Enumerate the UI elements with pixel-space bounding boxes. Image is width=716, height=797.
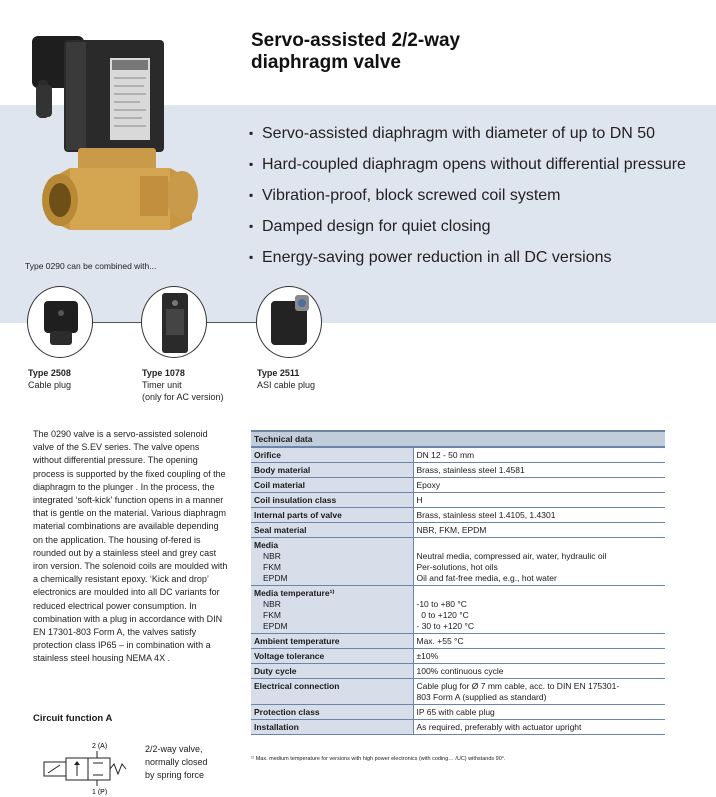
port-a-label: 2 (A)	[92, 743, 108, 750]
table-value: NBR, FKM, EPDM	[413, 523, 665, 538]
table-sub-value: Per-solutions, hot oils	[416, 561, 498, 572]
table-key	[251, 586, 413, 634]
circuit-line: by spring force	[145, 770, 205, 780]
table-key: Duty cycle	[251, 664, 413, 679]
table-row	[251, 523, 665, 538]
feature-list	[249, 122, 711, 277]
accessory-asi-cable-plug	[256, 286, 322, 358]
table-sub-key: EPDM	[263, 620, 288, 631]
table-sub-value: - 30 to +120 °C	[416, 620, 475, 631]
table-row	[251, 478, 665, 493]
table-row	[251, 634, 665, 649]
circuit-symbol	[30, 740, 140, 795]
table-sub-value: -10 to +80 °C	[416, 598, 467, 609]
table-footnote: ¹⁾ Max. medium temperature for versions with high power electronics (with coding… /UC) withstands 90°.	[251, 756, 506, 762]
circuit-line: normally closed	[145, 757, 208, 767]
feature-item: ▪ Hard-coupled diaphragm opens without differential pressure	[249, 153, 711, 176]
table-row	[251, 705, 665, 720]
table-key: Installation	[251, 720, 413, 735]
accessory-type: Type 2508	[28, 368, 71, 378]
table-value: DN 12 - 50 mm	[413, 447, 665, 463]
table-sub-value: 0 to +120 °C	[416, 609, 469, 620]
table-row	[251, 538, 665, 586]
table-key: Voltage tolerance	[251, 649, 413, 664]
table-row	[251, 463, 665, 478]
table-key: Coil insulation class	[251, 493, 413, 508]
table-value: Brass, stainless steel 1.4581	[413, 463, 665, 478]
table-sub-key: FKM	[263, 609, 281, 620]
feature-item: ▪ Energy-saving power reduction in all DC versions	[249, 246, 711, 269]
table-key-label: Media	[254, 539, 279, 550]
table-key	[251, 538, 413, 586]
table-value: 100% continuous cycle	[413, 664, 665, 679]
table-sub-key: EPDM	[263, 572, 288, 583]
table-key: Ambient temperature	[251, 634, 413, 649]
table-value	[413, 586, 665, 634]
table-sub-value: Neutral media, compressed air, water, hydraulic oil	[416, 550, 607, 561]
circuit-description	[145, 743, 208, 782]
title-line-1: Servo-assisted 2/2-way	[251, 30, 461, 51]
accessory-type: Type 2511	[257, 368, 300, 378]
table-row	[251, 664, 665, 679]
table-row	[251, 508, 665, 523]
table-row	[251, 493, 665, 508]
asi-cable-plug-photo	[257, 287, 322, 358]
table-value: Max. +55 °C	[413, 634, 665, 649]
table-sub-key: FKM	[263, 561, 281, 572]
accessory-label	[142, 367, 224, 403]
table-header-row	[251, 431, 665, 447]
port-p-label: 1 (P)	[92, 789, 108, 795]
accessory-label	[28, 367, 71, 391]
table-row	[251, 447, 665, 463]
table-sub-key: NBR	[263, 598, 281, 609]
accessory-type: Type 1078	[142, 368, 185, 378]
table-key: Internal parts of valve	[251, 508, 413, 523]
table-header: Technical data	[251, 431, 665, 447]
accessory-desc-extra: (only for AC version)	[142, 392, 224, 402]
feature-item: ▪ Servo-assisted diaphragm with diameter of up to DN 50	[249, 122, 711, 145]
table-value: Epoxy	[413, 478, 665, 493]
circuit-function-title: Circuit function A	[33, 713, 113, 724]
feature-item: ▪ Vibration-proof, block screwed coil system	[249, 184, 711, 207]
table-key: Protection class	[251, 705, 413, 720]
title-line-2: diaphragm valve	[251, 52, 401, 73]
table-row	[251, 649, 665, 664]
table-sub-value: Oil and fat-free media, e.g., hot water	[416, 572, 557, 583]
accessory-desc: Cable plug	[28, 380, 72, 390]
cable-plug-photo	[28, 287, 93, 358]
table-sub-key: NBR	[263, 550, 281, 561]
table-row	[251, 586, 665, 634]
table-sub-value: Cable plug for Ø 7 mm cable, acc. to DIN EN 175301-	[416, 680, 620, 691]
page-title	[251, 30, 460, 74]
table-value	[413, 679, 665, 705]
accessory-label	[257, 367, 315, 391]
combine-caption: Type 0290 can be combined with...	[25, 261, 157, 271]
accessory-cable-plug	[27, 286, 93, 358]
solenoid-valve-photo	[30, 30, 210, 235]
table-key-label: Media temperature¹⁾	[254, 587, 335, 598]
table-value: H	[413, 493, 665, 508]
circuit-line: 2/2-way valve,	[145, 744, 203, 754]
table-value: IP 65 with cable plug	[413, 705, 665, 720]
table-row	[251, 720, 665, 735]
table-key: Orifice	[251, 447, 413, 463]
table-key: Electrical connection	[251, 679, 413, 705]
table-sub-value: 803 Form A (supplied as standard)	[416, 691, 547, 702]
table-value: Brass, stainless steel 1.4105, 1.4301	[413, 508, 665, 523]
timer-unit-photo	[142, 287, 207, 358]
table-value	[413, 538, 665, 586]
accessory-desc: Timer unit	[142, 380, 182, 390]
table-key: Coil material	[251, 478, 413, 493]
accessory-timer-unit	[141, 286, 207, 358]
table-row	[251, 679, 665, 705]
table-key: Seal material	[251, 523, 413, 538]
table-value: ±10%	[413, 649, 665, 664]
table-key: Body material	[251, 463, 413, 478]
accessory-desc: ASI cable plug	[257, 380, 316, 390]
table-value: As required, preferably with actuator upright	[413, 720, 665, 735]
feature-item: ▪ Damped design for quiet closing	[249, 215, 711, 238]
product-description: The 0290 valve is a servo-assisted solenoid valve of the S.EV series. The valve opens without differential pressure. The opening process is supported by the fixed coupling of the diaphragm to the plunger . In the process, the integrated ‘soft-kick’ function opens in a manner that is gentle on the material. Various diaphragm material combinations are available depending on the application. The housing of-fered is rounded out by a stainless steel and grey cast iron version. The solenoid coils are moulded with a chemically resistant epoxy. ‘Kick and drop’ electronics are moulded into all DC variants for reduced electrical power consumption. In combination with a plug in accordance with DIN EN 17301-803 Form A, the valves satisfy protection class IP65 – in combination with a stainless steel housing NEMA 4X .	[33, 429, 228, 664]
technical-data-table	[251, 430, 665, 735]
